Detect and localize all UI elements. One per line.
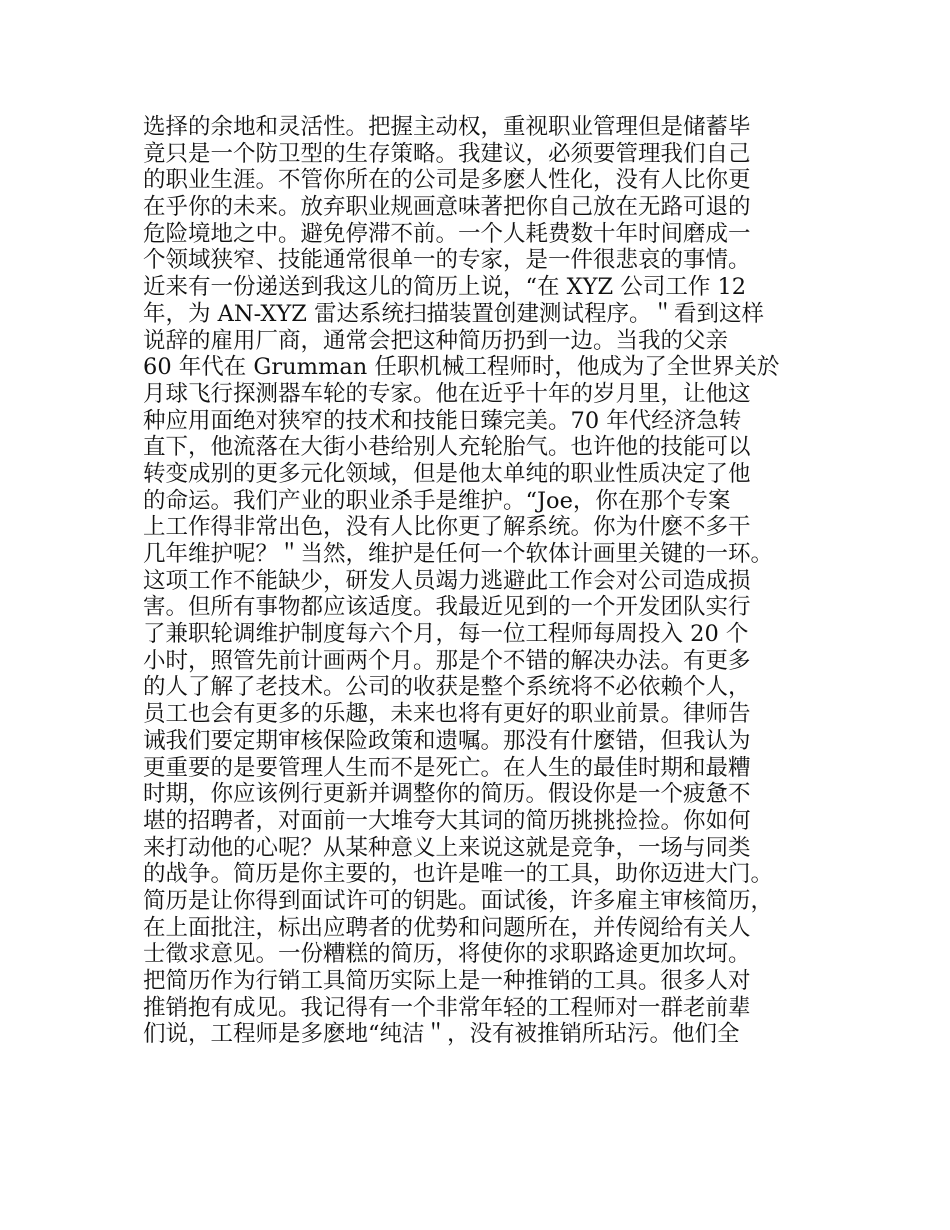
text-line: 在乎你的未来。放弃职业规画意味著把你自己放在无路可退的 [143, 194, 751, 221]
text-line: 年，为 AN-XYZ 雷达系统扫描装置创建测试程序。＂看到这样 [143, 300, 765, 327]
text-line: 简历是让你得到面试许可的钥匙。面试後，许多雇主审核简历， [143, 887, 774, 914]
text-line: 直下，他流落在大街小巷给别人充轮胎气。也许他的技能可以 [143, 434, 751, 461]
text-line: 员工也会有更多的乐趣，未来也将有更好的职业前景。律师告 [143, 701, 751, 728]
text-line: 了兼职轮调维护制度每六个月，每一位工程师每周投入 20 个 [143, 621, 749, 648]
text-line: 几年维护呢？＂当然，维护是任何一个软体计画里关键的一环。 [143, 541, 774, 567]
body-text [143, 114, 843, 1048]
text-line: 近来有一份递送到我这儿的简历上说，“在 XYZ 公司工作 12 [143, 274, 747, 301]
text-line: 的命运。我们产业的职业杀手是维护。“Joe，你在那个专案 [143, 487, 731, 514]
text-line: 推销抱有成见。我记得有一个非常年轻的工程师对一群老前辈 [143, 994, 751, 1021]
text-line: 的人了解了老技术。公司的收获是整个系统将不必依赖个人， [143, 674, 751, 701]
text-line: 危险境地之中。避免停滞不前。一个人耗费数十年时间磨成一 [143, 220, 751, 247]
text-line: 的战争。简历是你主要的，也许是唯一的工具，助你迈进大门。 [143, 861, 774, 888]
text-line: 60 年代在 Grumman 任职机械工程师时，他成为了全世界关於 [143, 354, 780, 381]
text-line: 种应用面绝对狭窄的技术和技能日臻完美。70 年代经济急转 [143, 407, 742, 434]
text-line: 这项工作不能缺少，研发人员竭力逃避此工作会对公司造成损 [143, 567, 751, 594]
text-line: 的职业生涯。不管你所在的公司是多麽人性化，没有人比你更 [143, 167, 751, 194]
text-line: 上工作得非常出色，没有人比你更了解系统。你为什麽不多干 [143, 514, 751, 541]
text-line: 时期，你应该例行更新并调整你的简历。假设你是一个疲惫不 [143, 781, 751, 808]
text-line: 士徵求意见。一份糟糕的简历，将使你的求职路途更加坎坷。 [143, 941, 751, 968]
text-line: 们说，工程师是多麽地“纯洁＂，没有被推销所玷污。他们全 [143, 1021, 740, 1048]
text-line: 小时，照管先前计画两个月。那是个不错的解决办法。有更多 [143, 647, 751, 674]
text-line: 把简历作为行销工具简历实际上是一种推销的工具。很多人对 [143, 968, 751, 994]
text-line: 竟只是一个防卫型的生存策略。我建议，必须要管理我们自己 [143, 140, 751, 167]
text-line: 选择的余地和灵活性。把握主动权，重视职业管理但是储蓄毕 [143, 114, 751, 140]
text-line: 来打动他的心呢？从某种意义上来说这就是竞争，一场与同类 [143, 834, 751, 861]
text-line: 月球飞行探测器车轮的专家。他在近乎十年的岁月里，让他这 [143, 380, 751, 407]
text-line: 堪的招聘者，对面前一大堆夸大其词的简历挑挑捡捡。你如何 [143, 807, 751, 834]
text-line: 害。但所有事物都应该适度。我最近见到的一个开发团队实行 [143, 594, 751, 621]
text-line: 在上面批注，标出应聘者的优势和问题所在，并传阅给有关人 [143, 914, 751, 941]
text-line: 个领域狭窄、技能通常很单一的专家，是一件很悲哀的事情。 [143, 247, 751, 274]
text-line: 更重要的是要管理人生而不是死亡。在人生的最佳时期和最糟 [143, 754, 751, 781]
text-line: 转变成别的更多元化领域，但是他太单纯的职业性质决定了他 [143, 460, 751, 487]
text-line: 说辞的雇用厂商，通常会把这种简历扔到一边。当我的父亲 [143, 327, 729, 354]
text-line: 诫我们要定期审核保险政策和遗嘱。那没有什麼错，但我认为 [143, 727, 751, 754]
